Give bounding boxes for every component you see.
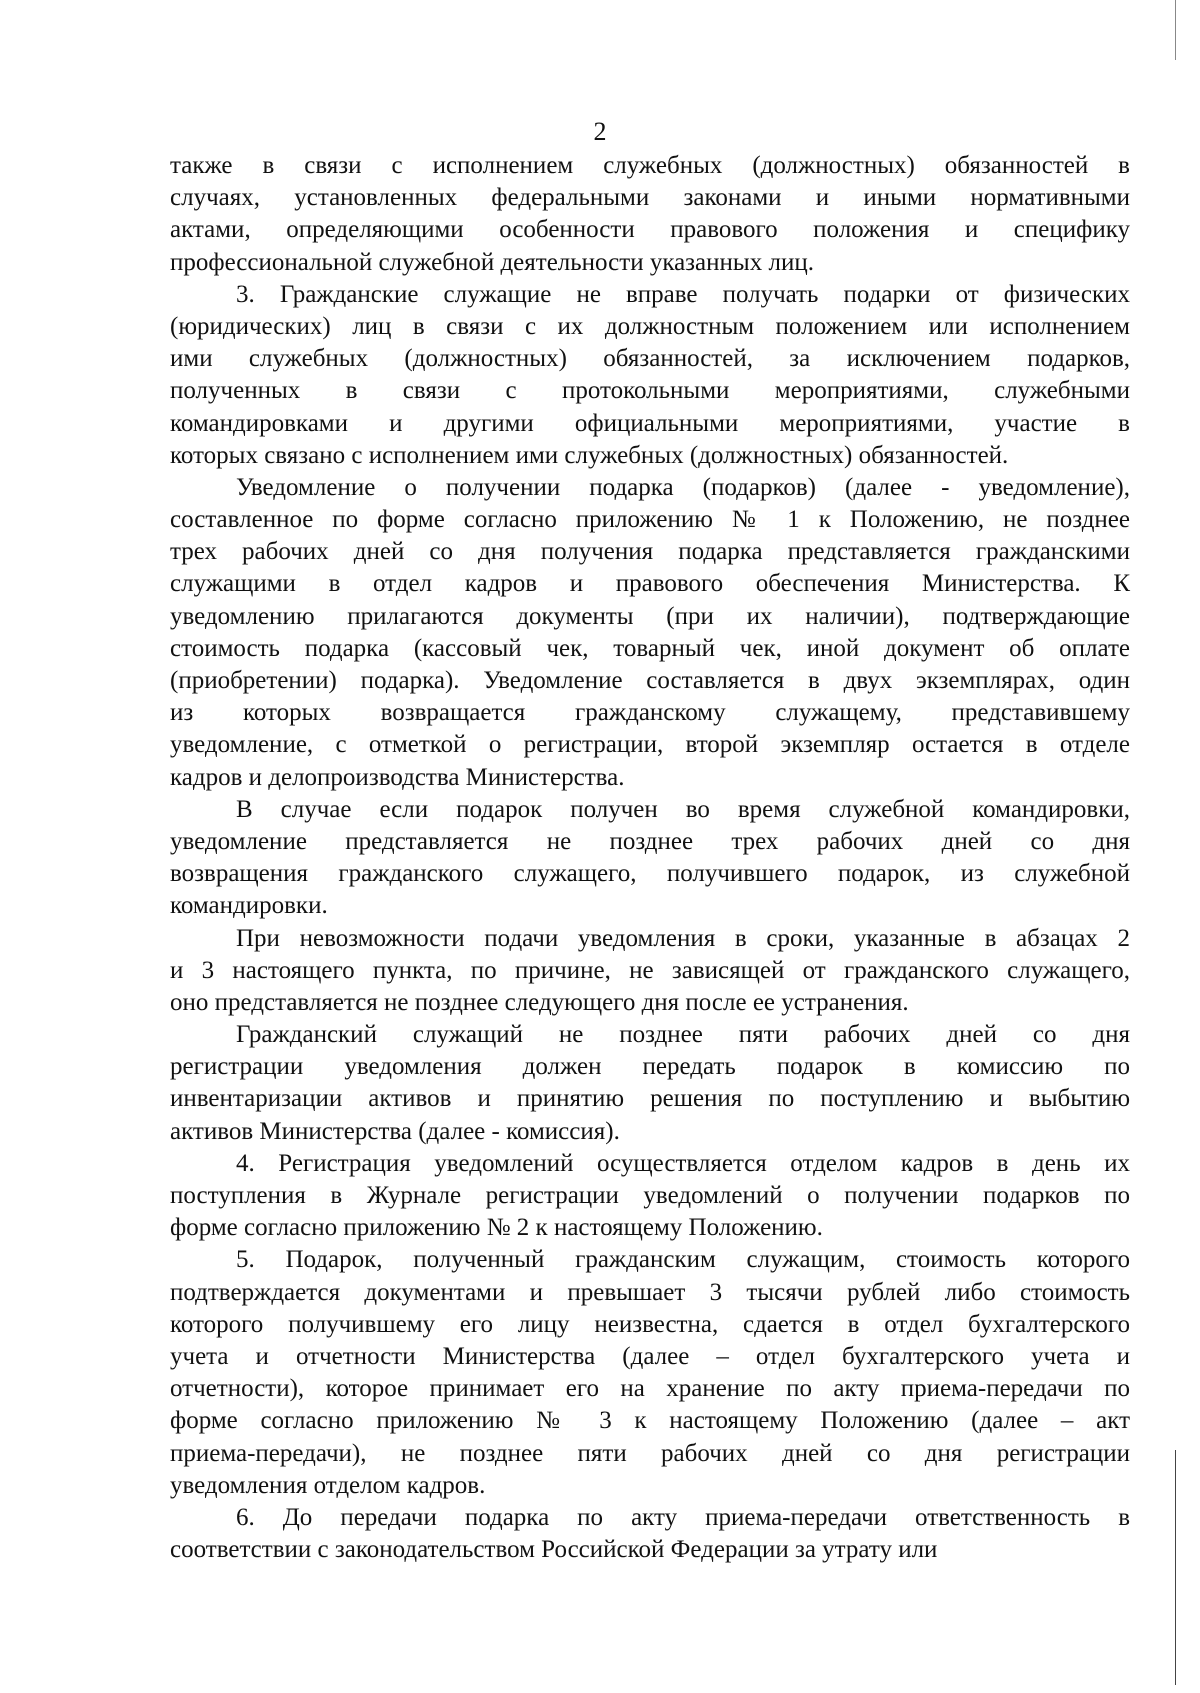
text-line: служащими в отдел кадров и правового обеспечения Министерства. К bbox=[170, 570, 1130, 598]
text-line: инвентаризации активов и принятию решения по поступлению и выбытию bbox=[170, 1085, 1130, 1113]
text-line: стоимость подарка (кассовый чек, товарный чек, иной документ об оплате bbox=[170, 634, 1130, 662]
text-line: 6. До передачи подарка по акту приема-передачи ответственность в bbox=[236, 1503, 1130, 1531]
text-line: оно представляется не позднее следующего дня после ее устранения. bbox=[170, 988, 909, 1016]
text-line: учета и отчетности Министерства (далее – отдел бухгалтерского учета и bbox=[170, 1342, 1130, 1370]
text-line: которых связано с исполнением ими служебных (должностных) обязанностей. bbox=[170, 441, 1009, 469]
page-number: 2 bbox=[593, 117, 607, 146]
text-line: которого получившему его лицу неизвестна, сдается в отдел бухгалтерского bbox=[170, 1310, 1130, 1338]
text-line: приема-передачи), не позднее пяти рабочих дней со дня регистрации bbox=[170, 1439, 1130, 1467]
text-line: форме согласно приложению № 3 к настоящему Положению (далее – акт bbox=[170, 1407, 1130, 1435]
text-line: 4. Регистрация уведомлений осуществляется отделом кадров в день их bbox=[236, 1149, 1130, 1177]
text-line: профессиональной служебной деятельности указанных лиц. bbox=[170, 248, 814, 276]
text-line: составленное по форме согласно приложению № 1 к Положению, не позднее bbox=[170, 506, 1130, 534]
text-line: из которых возвращается гражданскому служащему, представившему bbox=[170, 699, 1130, 727]
text-line: При невозможности подачи уведомления в сроки, указанные в абзацах 2 bbox=[236, 924, 1130, 952]
text-line: отчетности), которое принимает его на хранение по акту приема-передачи по bbox=[170, 1375, 1130, 1403]
text-line: регистрации уведомления должен передать подарок в комиссию по bbox=[170, 1053, 1130, 1081]
scan-edge-mark bbox=[1175, 0, 1176, 60]
text-line: уведомлению прилагаются документы (при их наличии), подтверждающие bbox=[170, 602, 1130, 630]
text-line: поступления в Журнале регистрации уведомлений о получении подарков по bbox=[170, 1182, 1130, 1209]
text-line: форме согласно приложению № 2 к настоящему Положению. bbox=[170, 1214, 823, 1242]
text-line: (приобретении) подарка). Уведомление составляется в двух экземплярах, один bbox=[170, 667, 1130, 694]
text-line: полученных в связи с протокольными мероприятиями, служебными bbox=[170, 377, 1130, 405]
text-line: 5. Подарок, полученный гражданским служащим, стоимость которого bbox=[236, 1246, 1130, 1274]
text-line: трех рабочих дней со дня получения подарка представляется гражданскими bbox=[170, 538, 1130, 566]
text-line: кадров и делопроизводства Министерства. bbox=[170, 763, 625, 791]
text-line: Гражданский служащий не позднее пяти рабочих дней со дня bbox=[236, 1021, 1130, 1049]
text-line: командировки. bbox=[170, 892, 328, 920]
text-line: актами, определяющими особенности правового положения и специфику bbox=[170, 216, 1130, 244]
text-line: 3. Гражданские служащие не вправе получать подарки от физических bbox=[236, 280, 1130, 308]
text-line: и 3 настоящего пункта, по причине, не зависящей от гражданского служащего, bbox=[170, 956, 1130, 984]
text-line: уведомления отделом кадров. bbox=[170, 1471, 486, 1499]
text-line: также в связи с исполнением служебных (должностных) обязанностей в bbox=[170, 152, 1130, 179]
text-line: В случае если подарок получен во время служебной командировки, bbox=[236, 795, 1130, 823]
text-line: ими служебных (должностных) обязанностей, за исключением подарков, bbox=[170, 345, 1130, 373]
text-line: случаях, установленных федеральными законами и иными нормативными bbox=[170, 184, 1130, 212]
text-line: уведомление, с отметкой о регистрации, второй экземпляр остается в отделе bbox=[170, 731, 1130, 759]
text-line: активов Министерства (далее - комиссия). bbox=[170, 1117, 620, 1145]
document-body bbox=[170, 150, 1130, 1566]
text-line: уведомление представляется не позднее трех рабочих дней со дня bbox=[170, 827, 1130, 855]
text-line: подтверждается документами и превышает 3 тысячи рублей либо стоимость bbox=[170, 1278, 1130, 1306]
text-line: командировками и другими официальными мероприятиями, участие в bbox=[170, 409, 1130, 437]
text-line: возвращения гражданского служащего, получившего подарок, из служебной bbox=[170, 860, 1130, 888]
scan-edge-line bbox=[1175, 1450, 1176, 1685]
text-line: Уведомление о получении подарка (подарков) (далее - уведомление), bbox=[236, 473, 1130, 501]
text-line: соответствии с законодательством Российской Федерации за утрату или bbox=[170, 1536, 938, 1564]
text-line: (юридических) лиц в связи с их должностным положением или исполнением bbox=[170, 312, 1130, 340]
